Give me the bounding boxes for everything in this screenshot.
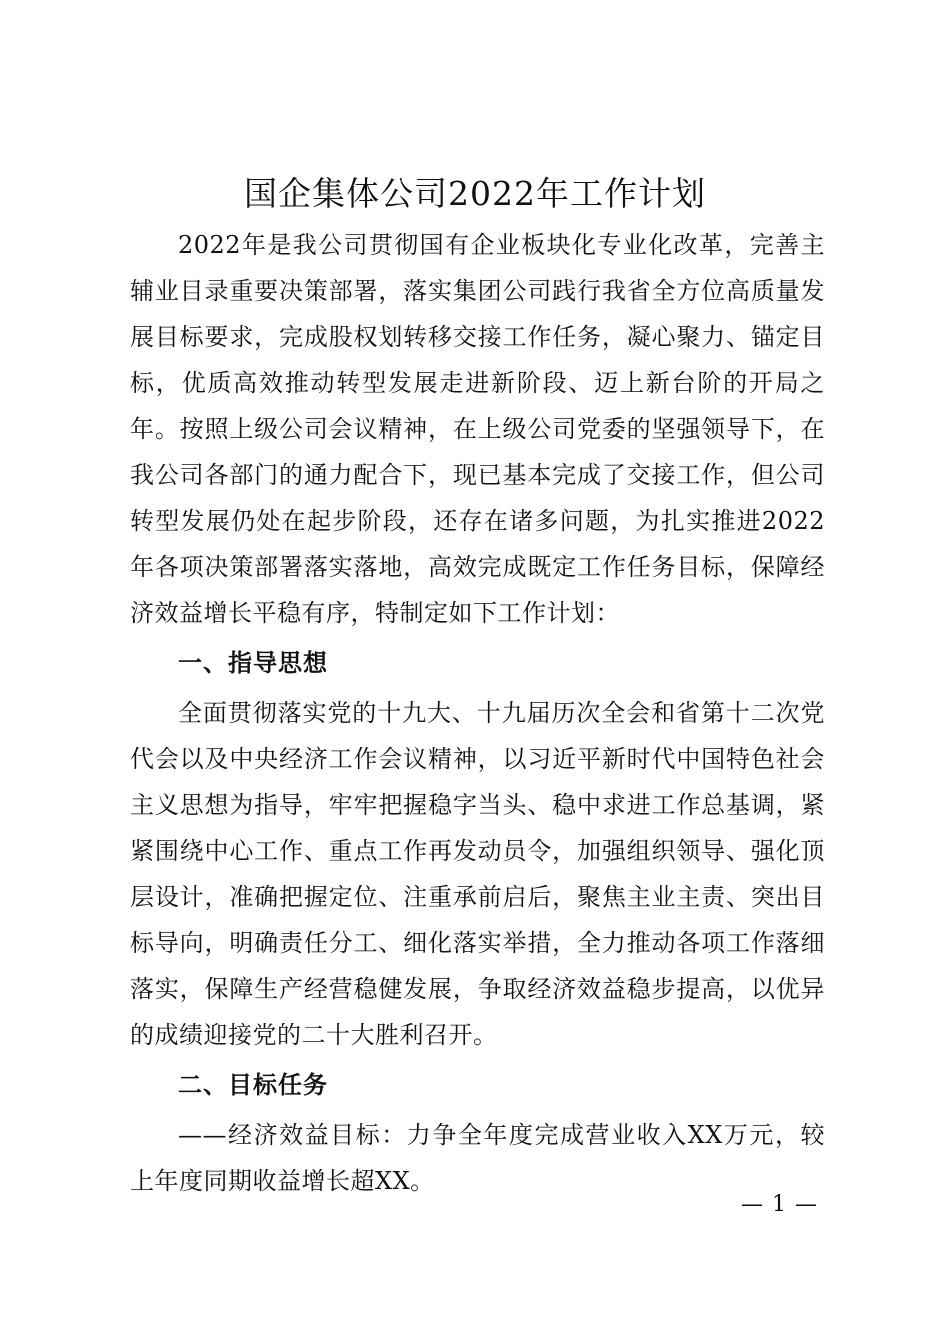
guiding-ideology-paragraph: 全面贯彻落实党的十九大、十九届历次全会和省第十二次党代会以及中央经济工作会议精神，以习近平新时代中国特色社会主义思想为指导，牢牢把握稳字当头、稳中求进工作总基调，紧紧围绕中心工作、重点工作再发动员令，加强组织领导、强化顶层设计，准确把握定位、注重承前启后，聚焦主业主责、突出目标导向，明确责任分工、细化落实举措，全力推动各项工作落细落实，保障生产经营稳健发展，争取经济效益稳步提高，以优异的成绩迎接党的二十大胜利召开。 xyxy=(130,699,825,1049)
page-number: — 1 — xyxy=(741,1192,818,1217)
section-heading-target-tasks: 二、目标任务 xyxy=(178,1071,328,1099)
intro-paragraph: 2022年是我公司贯彻国有企业板块化专业化改革，完善主辅业目录重要决策部署，落实集团公司践行我省全方位高质量发展目标要求，完成股权划转移交接工作任务，凝心聚力、锚定目标，优质高效推动转型发展走进新阶段、迈上新台阶的开局之年。按照上级公司会议精神，在上级公司党委的坚强领导下，在我公司各部门的通力配合下，现已基本完成了交接工作，但公司转型发展仍处在起步阶段，还存在诸多问题，为扎实推进2022年各项决策部署落实落地，高效完成既定工作任务目标，保障经济效益增长平稳有序，特制定如下工作计划： xyxy=(130,231,825,627)
document-body xyxy=(130,222,825,1204)
document-title: 国企集体公司2022年工作计划 xyxy=(244,174,706,213)
target-tasks-paragraph: ——经济效益目标：力争全年度完成营业收入XX万元，较上年度同期收益增长超XX。 xyxy=(130,1121,825,1195)
section-heading-guiding-ideology: 一、指导思想 xyxy=(178,649,328,677)
